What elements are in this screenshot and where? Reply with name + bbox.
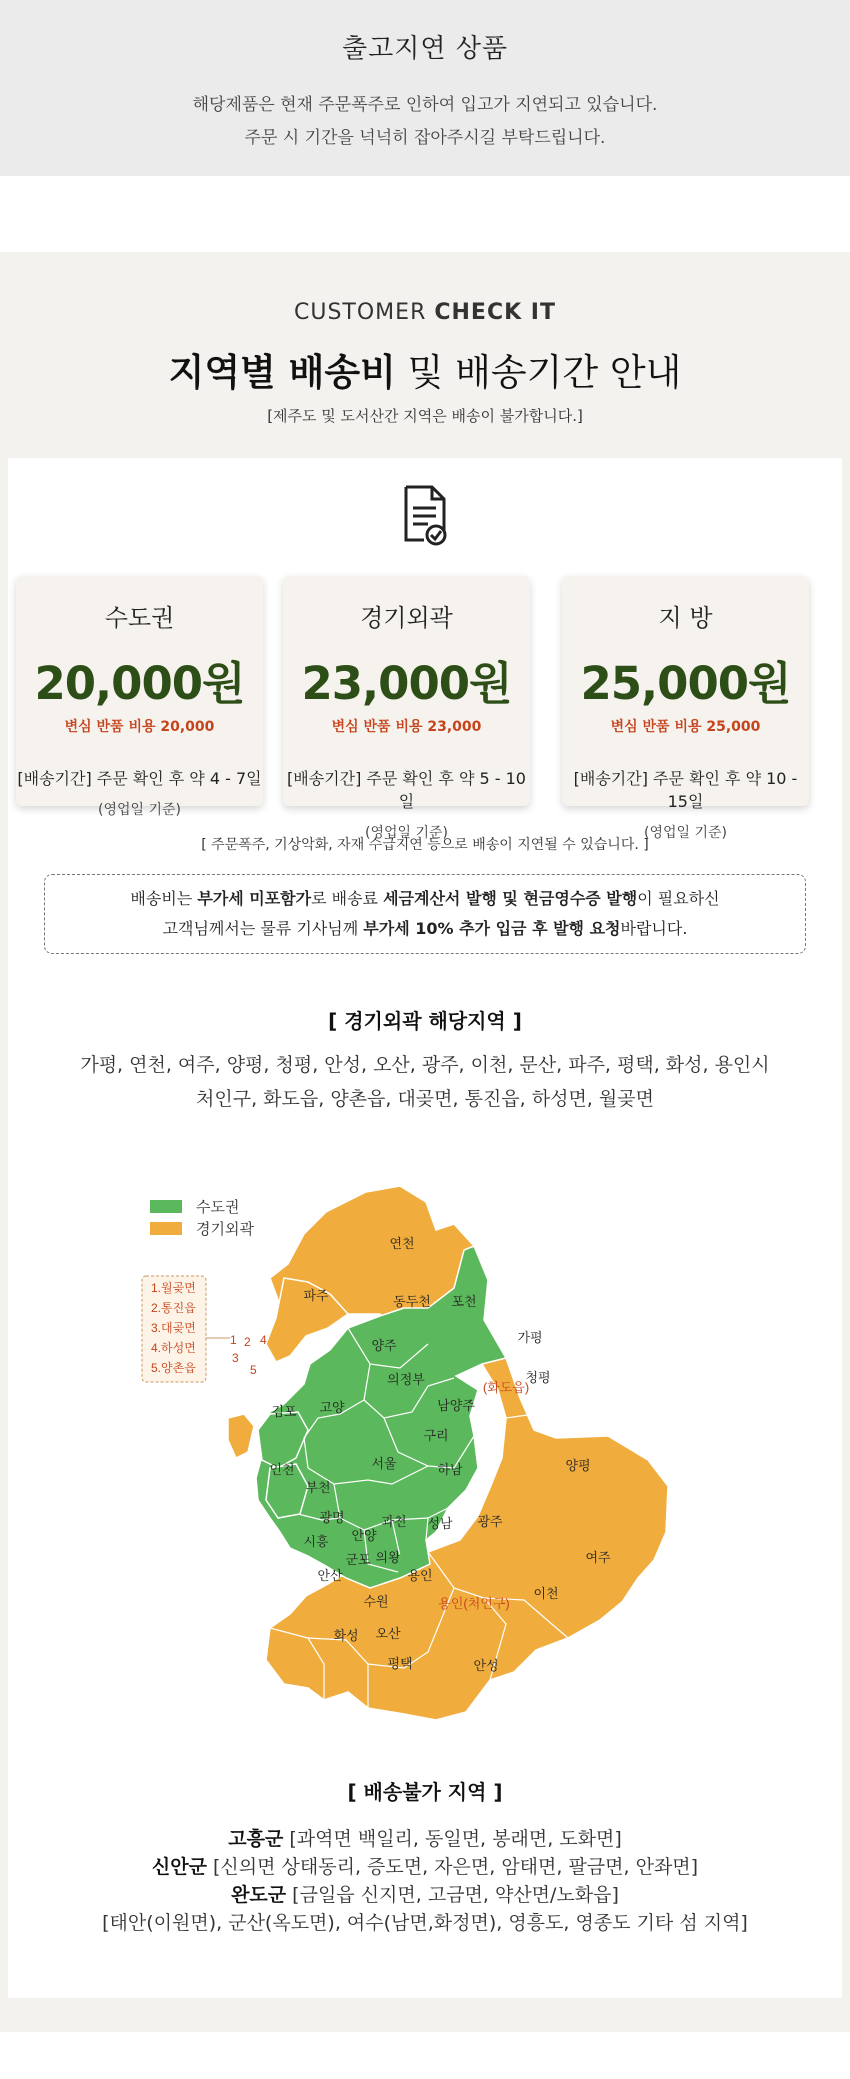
- section-subtitle: [제주도 및 도서산간 지역은 배송이 불가합니다.]: [267, 407, 583, 425]
- tax-emphasis: 부가세 미포함가: [197, 889, 312, 908]
- city-label-highlight: 용인(처인구): [438, 1596, 510, 1611]
- legend-swatch-metro: [150, 1200, 182, 1213]
- gimpo-number: 1: [230, 1333, 237, 1347]
- tax-invoice-notice: [44, 874, 806, 954]
- tax-text: 바랍니다.: [620, 919, 688, 938]
- gimpo-number: 5: [250, 1363, 257, 1377]
- city-label: 가평: [517, 1330, 543, 1345]
- no-delivery-areas: [금일읍 신지면, 고금면, 약산면/노화읍]: [286, 1884, 619, 1906]
- gimpo-item: 3.대곶면: [151, 1321, 196, 1335]
- card-region: 수도권: [104, 604, 175, 632]
- no-delivery-county: 신안군: [151, 1856, 207, 1878]
- gimpo-callout: [142, 1276, 267, 1382]
- city-label: 이천: [533, 1586, 559, 1601]
- city-label: 김포: [271, 1404, 297, 1419]
- tax-emphasis: 부가세 10% 추가 입금 후 발행 요청: [363, 919, 621, 938]
- gimpo-number: 2: [244, 1335, 251, 1349]
- tax-text: 고객님께서는 물류 기사님께: [162, 919, 364, 938]
- card-business-day-note: (영업일 기준): [365, 825, 448, 841]
- gimpo-area-numbers: [230, 1333, 267, 1377]
- no-delivery-islands: [태안(이원면), 군산(옥도면), 여수(남면,화정면), 영흥도, 영종도 기타 섬 지역]: [102, 1912, 748, 1934]
- city-label: 고양: [319, 1400, 345, 1415]
- city-label: 남양주: [437, 1398, 475, 1413]
- tax-emphasis: 세금계산서 발행 및 현금영수증 발행: [383, 889, 638, 908]
- tax-text: 배송비는: [130, 889, 198, 908]
- legend-swatch-outer: [150, 1222, 182, 1235]
- gimpo-item: 2.통진읍: [151, 1301, 196, 1315]
- no-delivery-title: [ 배송불가 지역 ]: [347, 1780, 503, 1804]
- city-label: 광명: [319, 1510, 345, 1525]
- no-delivery-county: 고흥군: [228, 1828, 284, 1850]
- city-label: 과천: [381, 1514, 407, 1529]
- eyebrow-light: CUSTOMER: [294, 300, 435, 325]
- card-delivery-period: [배송기간] 주문 확인 후 약 5 - 10일: [287, 769, 526, 811]
- gimpo-item: 1.월곶면: [151, 1281, 196, 1295]
- city-label: 평택: [387, 1656, 413, 1671]
- delay-notice-banner: [0, 0, 850, 176]
- city-label: 부천: [305, 1480, 331, 1495]
- city-label: 화성: [333, 1628, 359, 1643]
- tax-text: 로 배송료: [311, 889, 384, 908]
- city-label: 군포: [345, 1552, 371, 1567]
- gimpo-callout-list: [151, 1280, 196, 1375]
- card-refund-fee: 변심 반품 비용 23,000: [331, 719, 482, 735]
- city-label: 오산: [375, 1626, 401, 1641]
- section-eyebrow: [0, 300, 850, 325]
- card-price: 23,000원: [301, 657, 512, 710]
- gimpo-item: 4.하성면: [151, 1341, 196, 1355]
- city-label: 안산: [317, 1568, 343, 1583]
- card-business-day-note: (영업일 기준): [644, 825, 727, 841]
- city-label: 양주: [371, 1338, 397, 1353]
- city-label-highlight: (화도읍): [482, 1380, 530, 1395]
- city-label: 포천: [451, 1294, 477, 1309]
- city-label: 인천: [269, 1462, 295, 1477]
- no-delivery-goheung: [8, 1824, 842, 1851]
- notice-line-1: 해당제품은 현재 주문폭주로 인하여 입고가 지연되고 있습니다.: [192, 95, 658, 115]
- city-label: 동두천: [393, 1294, 431, 1309]
- notice-line-2: 주문 시 기간을 넉넉히 잡아주시길 부탁드립니다.: [244, 128, 606, 148]
- card-refund-fee: 변심 반품 비용 20,000: [64, 719, 215, 735]
- city-label: 연천: [389, 1236, 415, 1251]
- gimpo-number: 3: [232, 1351, 239, 1365]
- section-title: [0, 342, 850, 396]
- no-delivery-areas: [신의면 상태동리, 증도면, 자은면, 암태면, 팔금면, 안좌면]: [206, 1856, 699, 1878]
- no-delivery-sinan: [8, 1852, 842, 1879]
- eyebrow-bold: CHECK IT: [434, 300, 556, 325]
- no-delivery-wando: [8, 1880, 842, 1907]
- document-check-icon: [398, 484, 454, 546]
- city-label: 용인: [407, 1568, 433, 1583]
- city-label: 양평: [565, 1458, 591, 1473]
- gimpo-item: 5.양촌읍: [151, 1361, 196, 1375]
- city-label: 성남: [427, 1516, 453, 1531]
- legend-label-outer: 경기외곽: [196, 1221, 254, 1238]
- city-label: 시흥: [303, 1534, 329, 1549]
- city-label: 안양: [351, 1528, 377, 1543]
- no-delivery-areas: [과역면 백일리, 동일면, 봉래면, 도화면]: [283, 1828, 622, 1850]
- shipping-info-section: [0, 252, 850, 2032]
- fee-card-provinces: [562, 576, 809, 841]
- city-label: 구리: [423, 1428, 449, 1443]
- no-delivery-county: 완도군: [231, 1884, 287, 1906]
- fee-card-outer-gyeonggi: [283, 576, 530, 841]
- card-business-day-note: (영업일 기준): [98, 802, 181, 818]
- notice-title: 출고지연 상품: [342, 34, 508, 64]
- gimpo-number: 4: [260, 1333, 267, 1347]
- card-region: 지 방: [658, 604, 713, 632]
- tax-line-2: [45, 914, 805, 944]
- card-delivery-period: [배송기간] 주문 확인 후 약 10 - 15일: [573, 769, 798, 811]
- fee-card-metro: [16, 576, 263, 818]
- legend-label-metro: 수도권: [196, 1199, 240, 1216]
- card-price: 25,000원: [580, 657, 791, 710]
- city-label: 광주: [477, 1514, 503, 1529]
- city-label: 서울: [371, 1456, 397, 1471]
- title-bold: 지역별 배송비: [168, 351, 396, 394]
- tax-text: 이 필요하신: [637, 889, 720, 908]
- delay-note: [ 주문폭주, 기상악화, 자재 수급지연 등으로 배송이 지연될 수 있습니다. ]: [201, 837, 649, 853]
- outer-areas-list: 가평, 연천, 여주, 양평, 청평, 안성, 오산, 광주, 이천, 문산, 파주, 평택, 화성, 용인시 처인구, 화도읍, 양촌읍, 대곶면, 통진읍, 하성면, 월곶면: [80, 1054, 770, 1110]
- card-delivery-period: [배송기간] 주문 확인 후 약 4 - 7일: [17, 769, 262, 788]
- tax-line-1: [45, 884, 805, 914]
- city-label: 의왕: [375, 1550, 401, 1565]
- gyeonggi-region-map: [8, 1168, 842, 1748]
- city-label: 의정부: [387, 1372, 425, 1387]
- card-refund-fee: 변심 반품 비용 25,000: [610, 719, 761, 735]
- city-label: 청평: [525, 1370, 551, 1385]
- card-price: 20,000원: [34, 657, 245, 710]
- city-label: 하남: [437, 1462, 463, 1477]
- city-label: 여주: [585, 1550, 611, 1565]
- outer-areas-title: [ 경기외곽 해당지역 ]: [328, 1009, 522, 1033]
- city-label: 수원: [363, 1594, 389, 1609]
- city-label: 안성: [473, 1658, 499, 1673]
- city-label: 파주: [303, 1288, 329, 1303]
- title-rest: 및 배송기간 안내: [395, 351, 682, 394]
- info-panel: [8, 458, 842, 1998]
- card-region: 경기외곽: [360, 604, 453, 632]
